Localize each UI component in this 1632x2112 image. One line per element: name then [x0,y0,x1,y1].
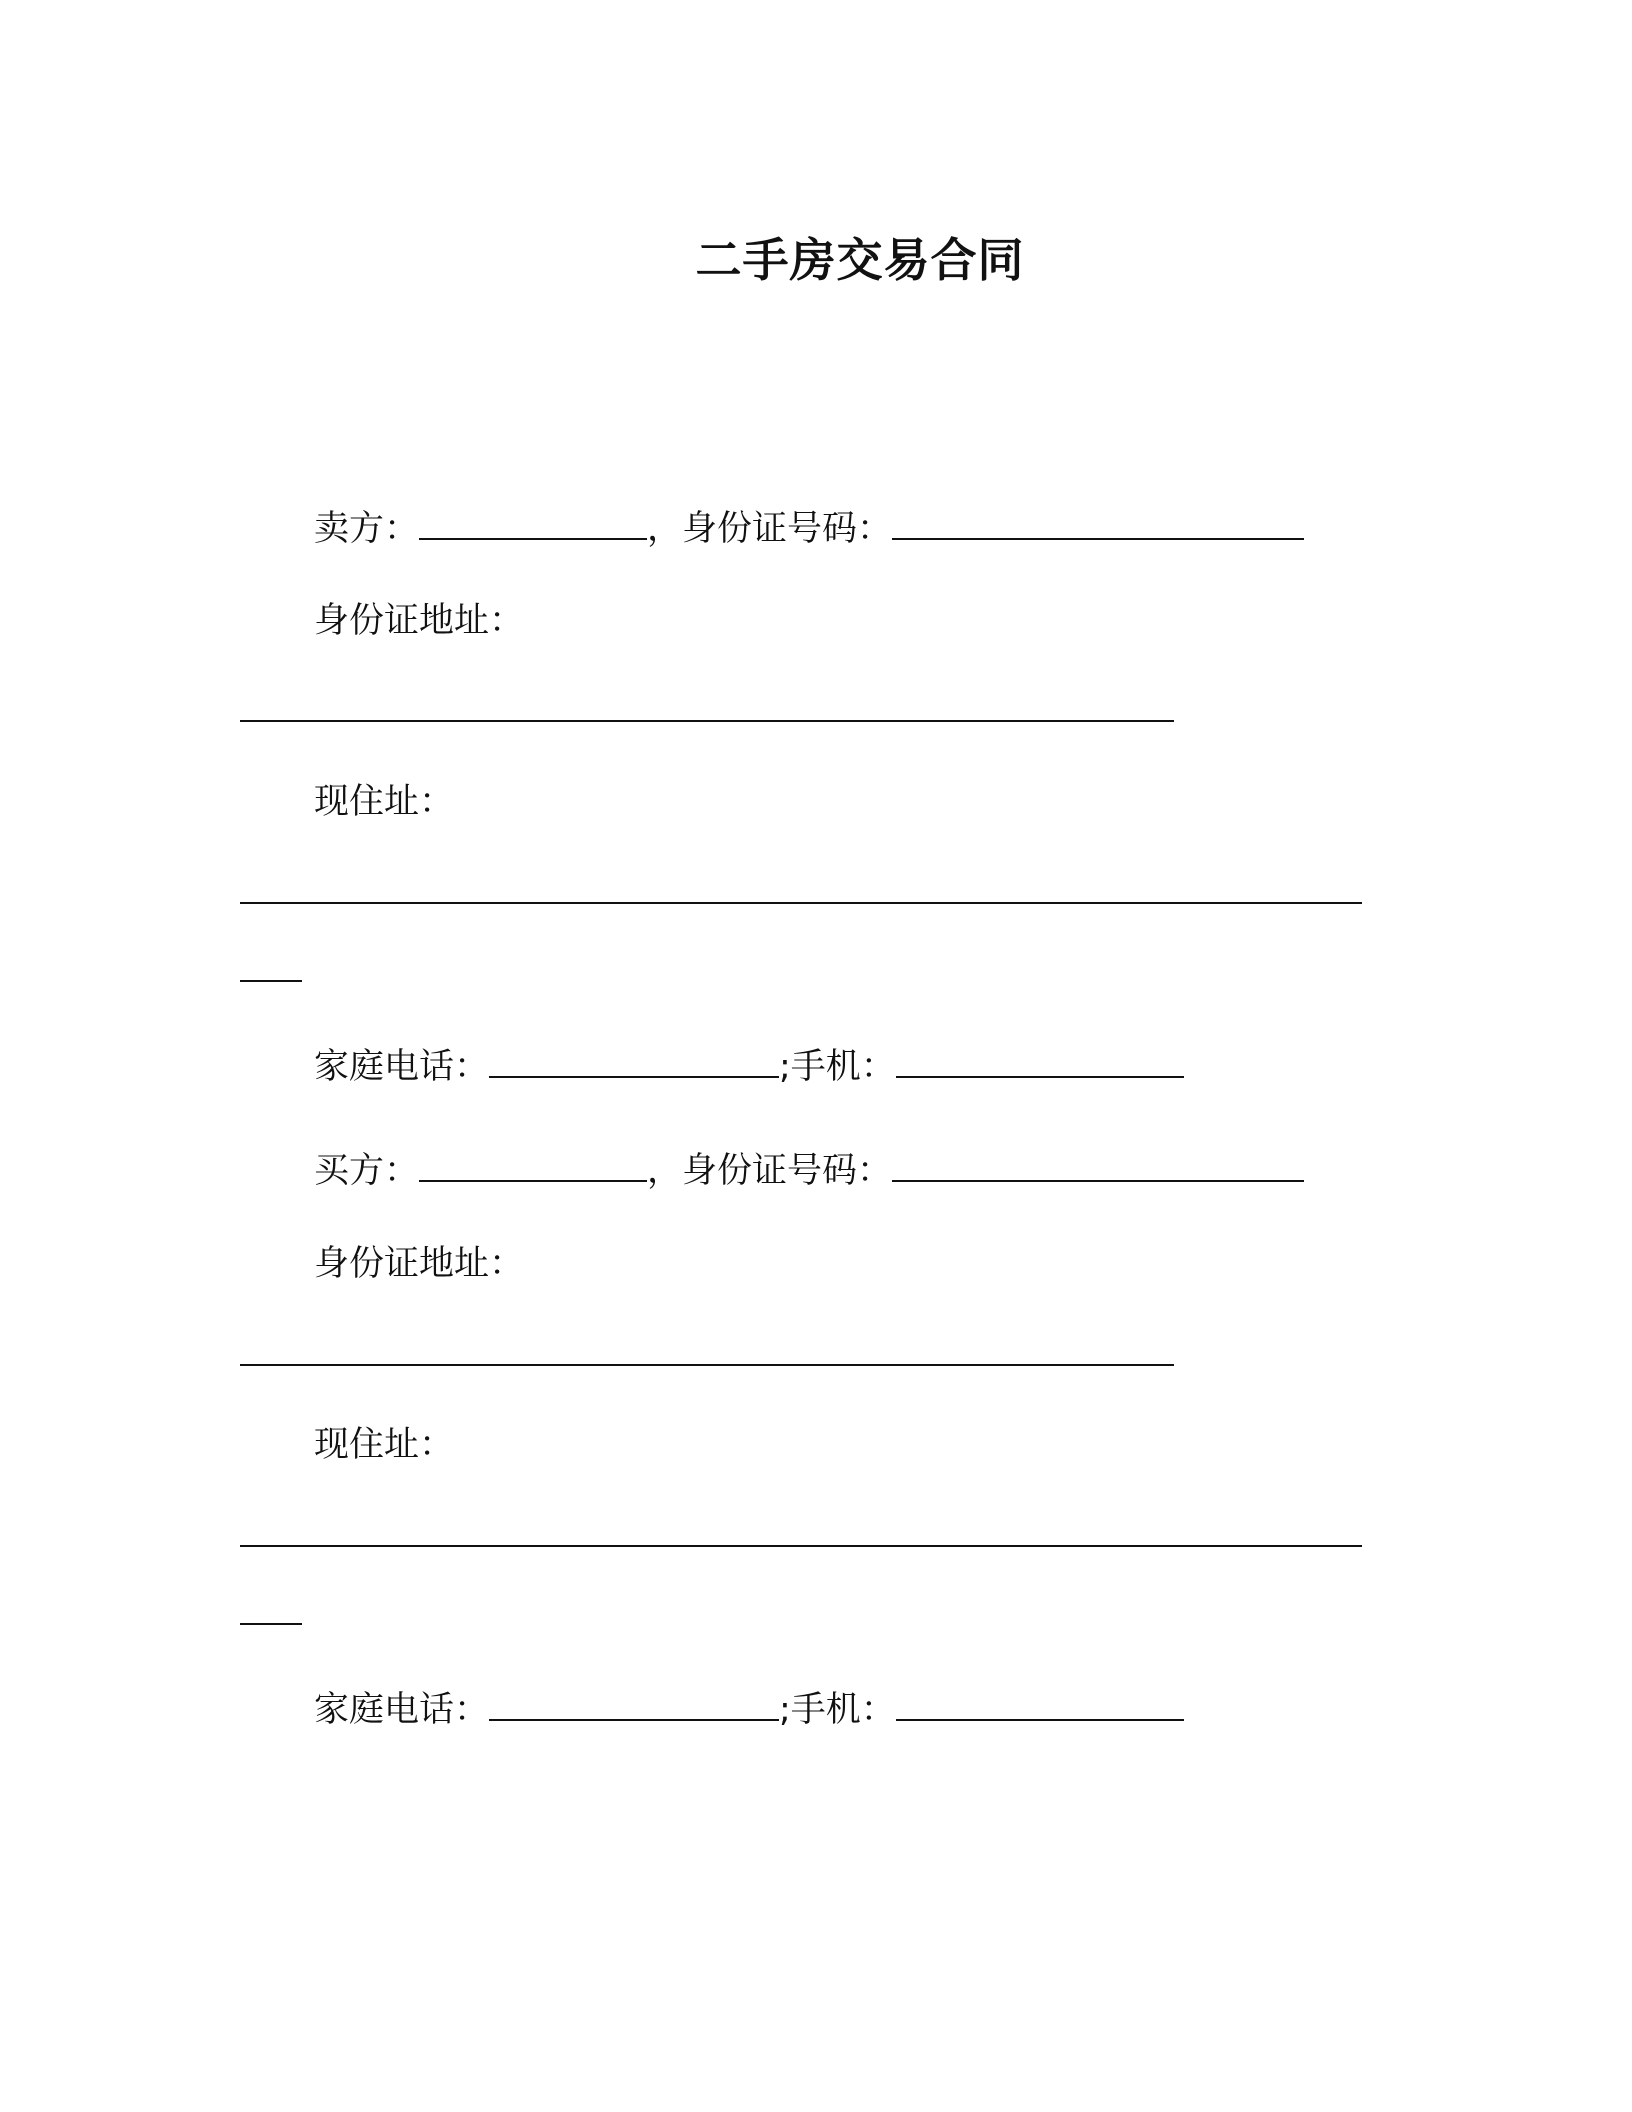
buyer-mobile-blank[interactable] [896,1689,1184,1721]
buyer-id-address-line [314,1244,525,1284]
seller-id-blank[interactable] [892,508,1304,540]
buyer-name-label: 买方： [314,1151,420,1191]
buyer-current-address-blank[interactable] [240,1545,1362,1547]
buyer-name-line [314,1150,1304,1189]
seller-mobile-blank[interactable] [896,1046,1184,1078]
seller-home-phone-label: 家庭电话： [314,1047,490,1087]
seller-name-blank[interactable] [419,508,647,540]
seller-current-address-blank[interactable] [240,902,1362,904]
buyer-name-blank[interactable] [419,1150,647,1182]
seller-id-label: ，身份证号码： [647,509,893,549]
seller-mobile-label: ;手机： [779,1047,896,1087]
buyer-id-blank[interactable] [892,1150,1304,1182]
seller-current-address-blank-cont[interactable] [240,980,302,982]
buyer-home-phone-label: 家庭电话： [314,1690,490,1730]
seller-current-address-line [314,782,455,822]
buyer-id-address-label: 身份证地址： [314,1244,525,1284]
seller-phone-line [314,1046,1184,1085]
buyer-home-phone-blank[interactable] [489,1689,779,1721]
buyer-current-address-blank-cont[interactable] [240,1623,302,1625]
seller-home-phone-blank[interactable] [489,1046,779,1078]
seller-id-address-blank[interactable] [240,720,1174,722]
buyer-current-address-line [314,1425,455,1465]
buyer-id-label: ，身份证号码： [647,1151,893,1191]
seller-id-address-line [314,601,525,641]
buyer-id-address-blank[interactable] [240,1364,1174,1366]
buyer-mobile-label: ;手机： [779,1690,896,1730]
seller-name-label: 卖方： [314,509,420,549]
document-title: 二手房交易合同 [695,233,1025,287]
buyer-phone-line [314,1689,1184,1728]
seller-id-address-label: 身份证地址： [314,601,525,641]
seller-name-line [314,508,1304,547]
buyer-current-address-label: 现住址： [314,1425,455,1465]
seller-current-address-label: 现住址： [314,782,455,822]
